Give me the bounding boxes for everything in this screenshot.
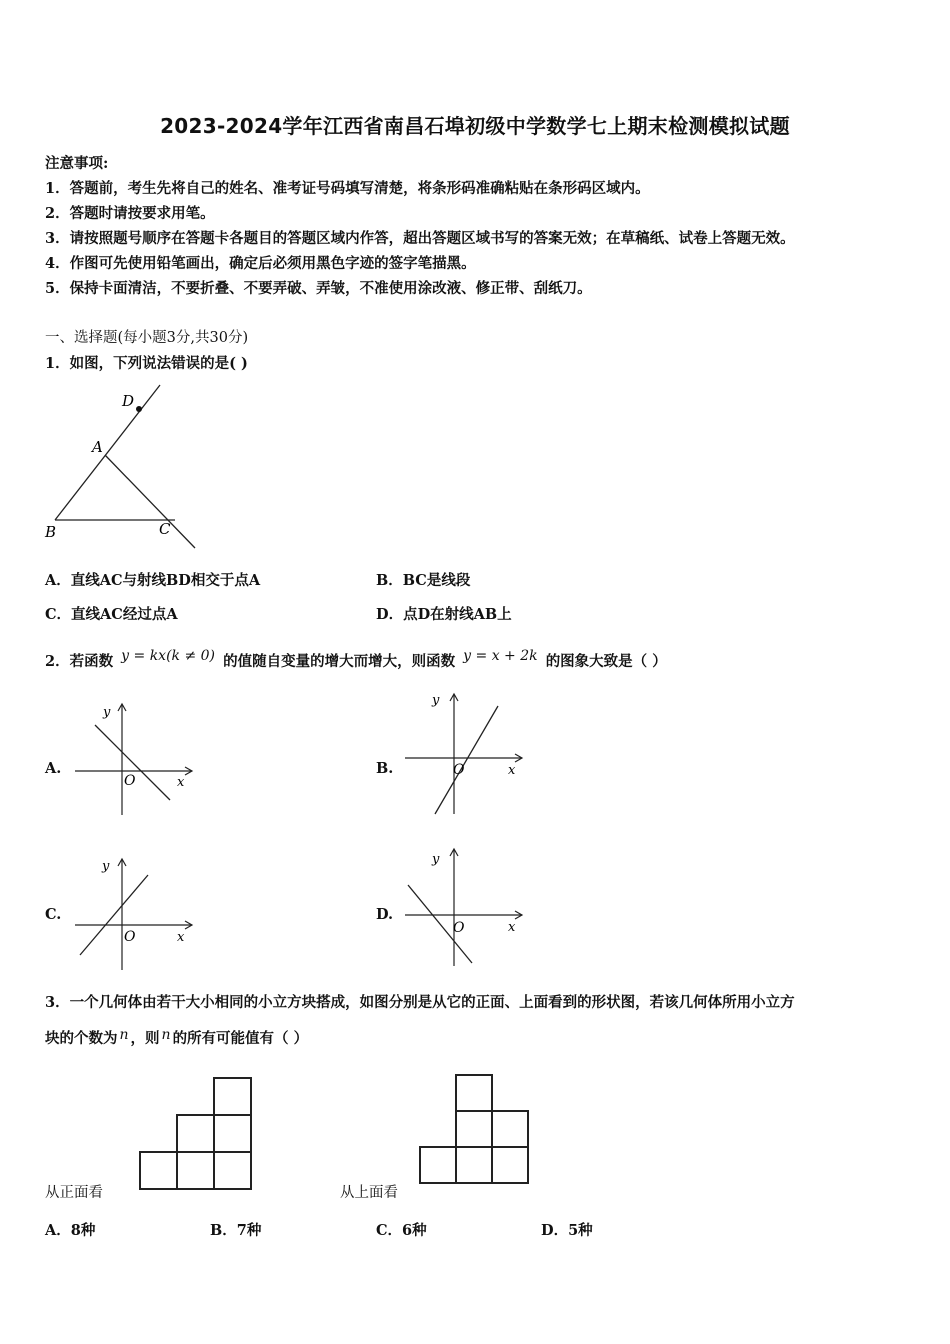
- cube-cell: [456, 1147, 492, 1183]
- q1-triangle-figure: [40, 380, 210, 555]
- q2-stem-part2: 的值随自变量的增大而增大，则函数: [223, 653, 456, 670]
- q3-stem-part3: 的所有可能值有（ ）: [172, 1030, 309, 1047]
- q3-option-d: D．5种: [541, 1222, 593, 1239]
- q3-stem-line2: [45, 1027, 308, 1048]
- cube-cell: [214, 1078, 251, 1115]
- x-label: x: [508, 920, 516, 935]
- q3-stem-line1: 3．一个几何体由若干大小相同的小立方块搭成，如图分别是从它的正面、上面看到的形状图，若该几何体所用小立方: [45, 994, 795, 1011]
- line-ac: [105, 455, 195, 548]
- page-title: 2023-2024学年江西省南昌石埠初级中学数学七上期末检测模拟试题: [160, 114, 790, 138]
- q3-option-a: A．8种: [45, 1222, 96, 1239]
- origin-label: O: [453, 762, 465, 778]
- q3-var-n-2: n: [161, 1027, 171, 1043]
- label-d: D: [122, 392, 135, 410]
- q1-option-b: B．BC是线段: [376, 572, 471, 589]
- y-label: y: [432, 693, 440, 708]
- function-line: [80, 875, 148, 955]
- notice-item-1: 1．答题前，考生先将自己的姓名、准考证号码填写清楚，将条形码准确粘贴在条形码区域内。: [45, 180, 650, 197]
- label-b: B: [45, 523, 57, 541]
- cube-cell: [177, 1115, 214, 1152]
- q2-formula-2: y = x + 2k: [463, 648, 538, 664]
- cube-cell: [177, 1152, 214, 1189]
- q2-graph-c: [70, 855, 200, 973]
- q3-option-b: B．7种: [210, 1222, 262, 1239]
- notice-heading: 注意事项:: [45, 155, 109, 172]
- notice-item-2: 2．答题时请按要求用笔。: [45, 205, 215, 222]
- notice-item-5: 5．保持卡面清洁，不要折叠、不要弄破、弄皱，不准使用涂改液、修正带、刮纸刀。: [45, 280, 592, 297]
- top-view-figure: [400, 1065, 540, 1200]
- origin-label: O: [124, 929, 136, 945]
- cube-cell: [140, 1152, 177, 1189]
- q1-option-d: D．点D在射线AB上: [376, 606, 512, 623]
- function-line: [435, 706, 498, 814]
- q1-option-c: C．直线AC经过点A: [45, 606, 178, 623]
- q3-option-c: C．6种: [376, 1222, 427, 1239]
- x-label: x: [177, 930, 185, 945]
- q2-option-d-label: D.: [376, 906, 394, 923]
- q2-formula-1: y = kx(k ≠ 0): [121, 648, 216, 664]
- x-label: x: [508, 763, 516, 778]
- y-label: y: [103, 705, 111, 720]
- q2-stem: [45, 650, 667, 671]
- origin-label: O: [453, 920, 465, 936]
- cube-cell: [214, 1152, 251, 1189]
- cube-cell: [492, 1111, 528, 1147]
- line-bd: [55, 385, 160, 520]
- q2-stem-part1: 2．若函数: [45, 653, 114, 670]
- cube-cell: [214, 1115, 251, 1152]
- q3-stem-part2: ，则: [130, 1030, 160, 1047]
- q1-stem: 1．如图，下列说法错误的是( ): [45, 355, 248, 372]
- cube-cell: [456, 1075, 492, 1111]
- cube-cell: [456, 1111, 492, 1147]
- section-heading: 一、选择题(每小题3分,共30分): [45, 330, 249, 346]
- q3-stem-part1: 块的个数为: [45, 1030, 118, 1047]
- y-label: y: [102, 859, 110, 874]
- cube-cell: [420, 1147, 456, 1183]
- label-c: C: [159, 520, 171, 538]
- notice-item-4: 4．作图可先使用铅笔画出，确定后必须用黑色字迹的签字笔描黑。: [45, 255, 476, 272]
- q2-option-a-label: A.: [45, 760, 62, 777]
- q2-stem-part3: 的图象大致是（ ）: [545, 653, 667, 670]
- q1-option-a: A．直线AC与射线BD相交于点A: [45, 572, 261, 589]
- q2-option-b-label: B.: [376, 760, 394, 777]
- q2-graph-d: [400, 845, 530, 970]
- origin-label: O: [124, 773, 136, 789]
- front-view-caption: 从正面看: [45, 1185, 103, 1201]
- top-view-caption: 从上面看: [340, 1185, 398, 1201]
- q2-option-c-label: C.: [45, 906, 62, 923]
- x-label: x: [177, 775, 185, 790]
- q2-graph-b: [400, 690, 530, 818]
- q3-var-n: n: [119, 1027, 129, 1043]
- front-view-figure: [110, 1065, 275, 1200]
- label-a: A: [92, 438, 103, 456]
- notice-item-3: 3．请按照题号顺序在答题卡各题目的答题区域内作答，超出答题区域书写的答案无效；在草稿纸、试卷上答题无效。: [45, 230, 795, 247]
- cube-cell: [492, 1147, 528, 1183]
- point-d: [136, 406, 142, 412]
- q2-graph-a: [70, 700, 200, 818]
- y-label: y: [432, 852, 440, 867]
